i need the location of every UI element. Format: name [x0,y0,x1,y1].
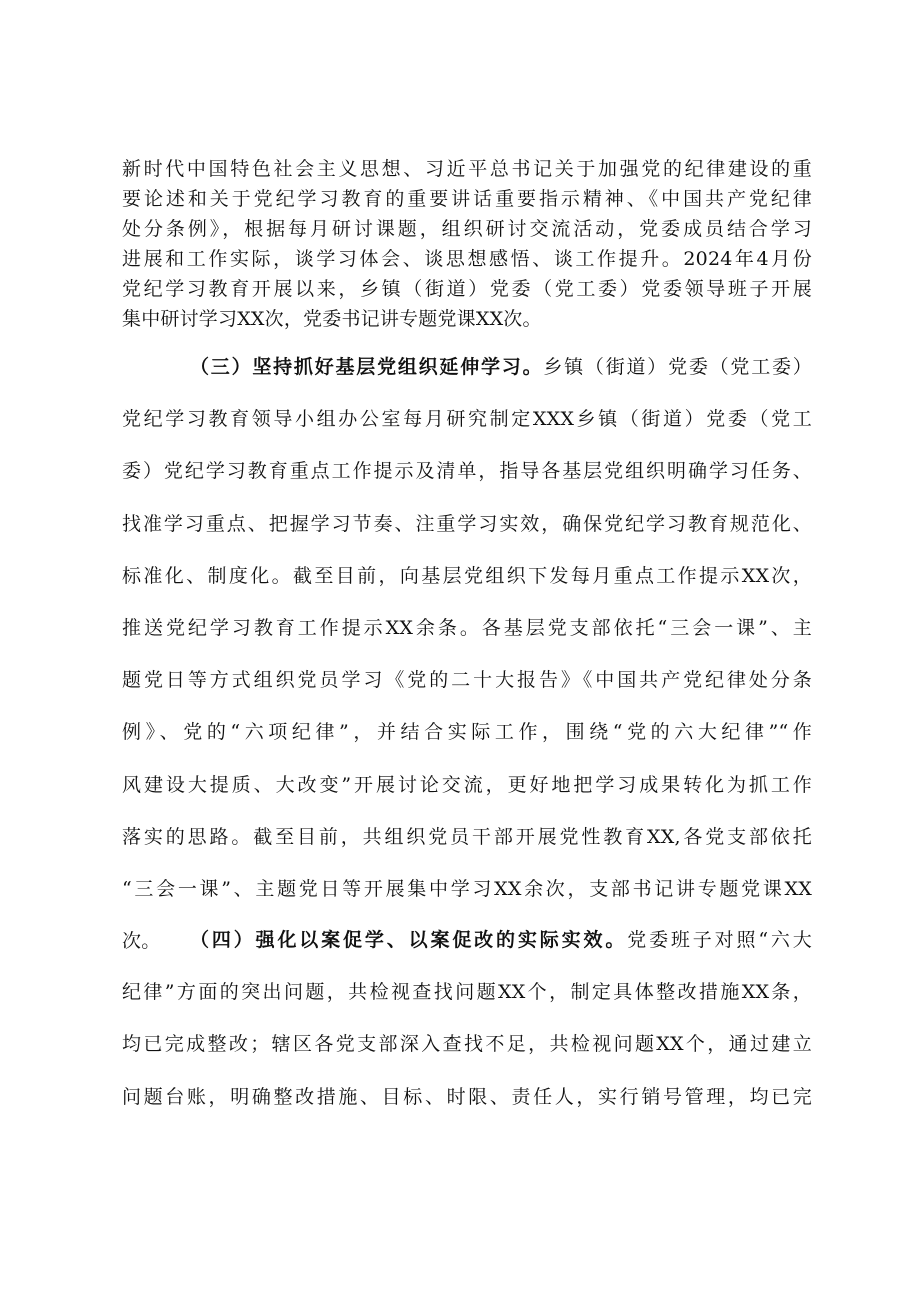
text-line: 党纪学习教育开展以来，乡镇（街道）党委（党工委）党委领导班子开展 [122,278,812,300]
text-line: 找准学习重点、把握学习节奏、注重学习实效，确保党纪学习教育规范化、 [122,512,812,535]
text-line: 落实的思路。截至目前，共组织党员干部开展党性教育XX,各党支部依托 [122,825,812,848]
text-line: 要论述和关于党纪学习教育的重要讲话重要指示精神、《中国共产党纪律 [122,188,812,210]
text-line: 委）党纪学习教育重点工作提示及清单，指导各基层党组织明确学习任务、 [122,460,812,483]
text-line: 例》、党的“六项纪律”，并结合实际工作，围绕“党的六大纪律”“作 [122,721,812,744]
text-line: 风建设大提质、大改变”开展讨论交流，更好地把学习成果转化为抓工作 [122,773,812,796]
text-line: 均已完成整改；辖区各党支部深入查找不足，共检视问题XX个，通过建立 [122,1033,812,1056]
text-line: 题党日等方式组织党员学习《党的二十大报告》《中国共产党纪律处分条 [122,669,812,692]
section-three-paragraph [122,341,812,967]
text-line: 乡镇（街道）党委（党工委） [543,356,812,378]
text-line: 纪律”方面的突出问题，共检视查找问题XX个，制定具体整改措施XX条， [122,981,812,1004]
section-four-heading: （四）强化以案促学、以案促改的实际实效。 [190,929,628,951]
section-four-paragraph [122,914,812,1123]
text-line: 问题台账，明确整改措施、目标、时限、责任人，实行销号管理，均已完 [122,1085,812,1108]
text-line: 推送党纪学习教育工作提示XX余条。各基层党支部依托“三会一课”、主 [122,617,812,640]
paragraph-top [122,154,812,334]
text-line: 集中研讨学习XX次，党委书记讲专题党课XX次。 [122,308,542,330]
section-three-heading: （三）坚持抓好基层党组织延伸学习。 [190,356,544,378]
text-line: 标准化、制度化。截至目前，向基层党组织下发每月重点工作提示XX次， [122,564,812,587]
text-line: “三会一课”、主题党日等开展集中学习XX余次，支部书记讲专题党课XX [122,878,812,901]
text-line: 新时代中国特色社会主义思想、习近平总书记关于加强党的纪律建设的重 [122,158,812,180]
text-line: 党纪学习教育领导小组办公室每月研究制定XXX乡镇（街道）党委（党工 [122,408,812,431]
section-three-first-line [122,341,812,393]
text-line: 进展和工作实际，谈学习体会、谈思想感悟、谈工作提升。2024年4月份 [122,248,812,270]
section-four-first-line [122,914,812,966]
text-line: 党委班子对照“六大 [627,929,812,951]
text-line: 次。 [122,930,161,953]
text-line: 处分条例》，根据每月研讨课题，组织研讨交流活动，党委成员结合学习 [122,218,812,240]
